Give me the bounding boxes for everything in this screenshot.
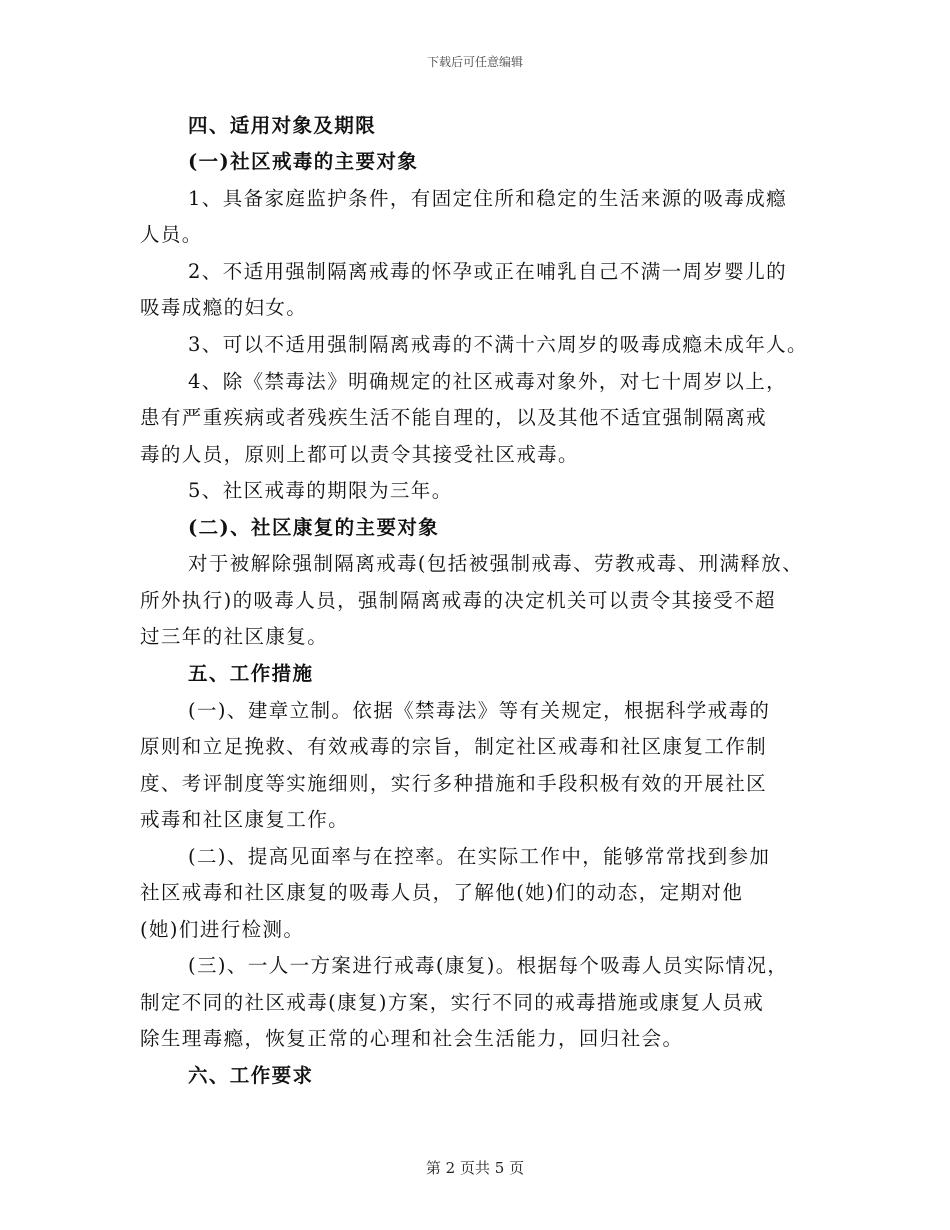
subsection-heading: (一)社区戒毒的主要对象 [188, 150, 419, 173]
paragraph-line: 原则和立足挽救、有效戒毒的宗旨，制定社区戒毒和社区康复工作制 [140, 735, 768, 758]
paragraph-line: 3、可以不适用强制隔离戒毒的不满十六周岁的吸毒成瘾未成年人。 [188, 333, 808, 356]
paragraph-line: 毒的人员，原则上都可以责令其接受社区戒毒。 [140, 443, 579, 466]
paragraph-line: 4、除《禁毒法》明确规定的社区戒毒对象外，对七十周岁以上， [188, 370, 788, 393]
paragraph-line: (她)们进行检测。 [140, 918, 305, 941]
paragraph-line: 1、具备家庭监护条件，有固定住所和稳定的生活来源的吸毒成瘾 [188, 187, 788, 210]
paragraph-line: 社区戒毒和社区康复的吸毒人员，了解他(她)们的动态，定期对他 [140, 881, 744, 904]
paragraph-line: (三)、一人一方案进行戒毒(康复)。根据每个吸毒人员实际情况， [188, 954, 789, 977]
page-number-footer: 第 2 页共 5 页 [425, 1159, 525, 1177]
paragraph-line: 人员。 [140, 223, 203, 246]
paragraph-line: 除生理毒瘾，恢复正常的心理和社会生活能力，回归社会。 [140, 1027, 684, 1050]
paragraph-line: 2、不适用强制隔离戒毒的怀孕或正在哺乳自己不满一周岁婴儿的 [188, 260, 788, 283]
section-heading: 六、工作要求 [188, 1064, 314, 1087]
paragraph-line: 5、社区戒毒的期限为三年。 [188, 479, 453, 502]
paragraph-line: 制定不同的社区戒毒(康复)方案，实行不同的戒毒措施或康复人员戒 [140, 991, 765, 1014]
section-heading: 四、适用对象及期限 [188, 114, 377, 137]
paragraph-line: (一)、建章立制。依据《禁毒法》等有关规定，根据科学戒毒的 [188, 699, 771, 722]
paragraph-line: 对于被解除强制隔离戒毒(包括被强制戒毒、劳教戒毒、刑满释放、 [188, 552, 804, 575]
paragraph-line: (二)、提高见面率与在控率。在实际工作中，能够常常找到参加 [188, 845, 771, 868]
section-heading: 五、工作措施 [188, 662, 314, 685]
page-header-note: 下载后可任意编辑 [426, 55, 523, 69]
paragraph-line: 过三年的社区康复。 [140, 625, 329, 648]
paragraph-line: 吸毒成瘾的妇女。 [140, 296, 308, 319]
paragraph-line: 戒毒和社区康复工作。 [140, 808, 350, 831]
paragraph-line: 度、考评制度等实施细则，实行多种措施和手段积极有效的开展社区 [140, 772, 768, 795]
subsection-heading: (二)、社区康复的主要对象 [188, 516, 440, 539]
paragraph-line: 所外执行)的吸毒人员，强制隔离戒毒的决定机关可以责令其接受不超 [140, 589, 777, 612]
paragraph-line: 患有严重疾病或者残疾生活不能自理的，以及其他不适宜强制隔离戒 [140, 406, 768, 429]
